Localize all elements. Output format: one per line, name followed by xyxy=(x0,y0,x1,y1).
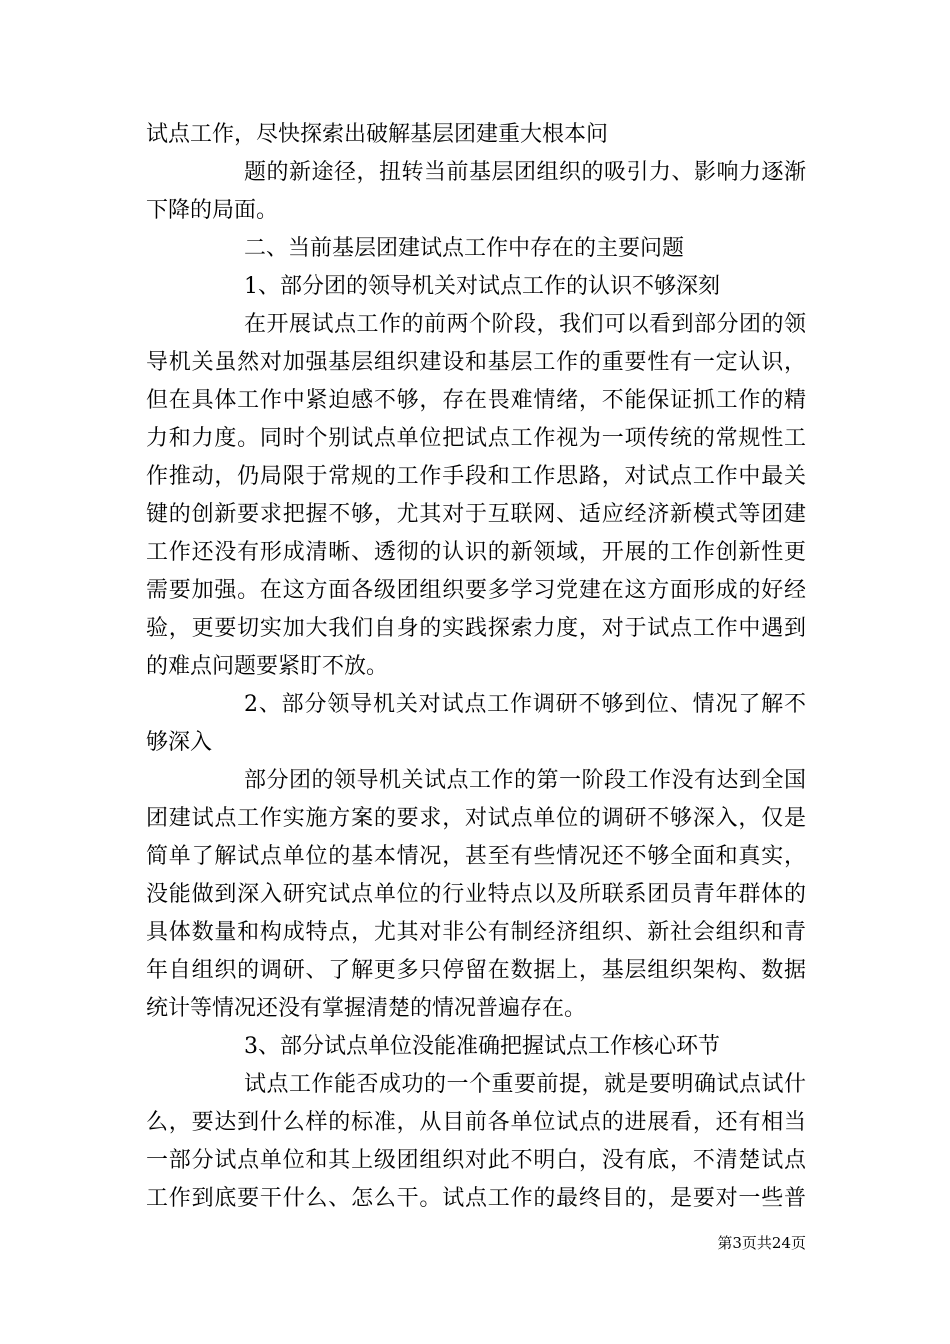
body-line: 下降的局面。 xyxy=(146,198,279,223)
body-line: 工作还没有形成清晰、透彻的认识的新领域，开展的工作创新性更 xyxy=(146,540,806,565)
body-line: 的难点问题要紧盯不放。 xyxy=(146,654,389,679)
body-line: 具体数量和构成特点，尤其对非公有制经济组织、新社会组织和青 xyxy=(146,920,806,945)
body-line: 团建试点工作实施方案的要求，对试点单位的调研不够深入，仅是 xyxy=(146,806,806,831)
body-line: 么，要达到什么样的标准，从目前各单位试点的进展看，还有相当 xyxy=(146,1110,806,1135)
body-line: 键的创新要求把握不够，尤其对于互联网、适应经济新模式等团建 xyxy=(146,502,806,527)
body-line: 需要加强。在这方面各级团组织要多学习党建在这方面形成的好经 xyxy=(146,578,806,603)
body-line: 统计等情况还没有掌握清楚的情况普遍存在。 xyxy=(146,996,587,1021)
section-heading: 二、当前基层团建试点工作中存在的主要问题 xyxy=(244,236,685,261)
body-line: 简单了解试点单位的基本情况，甚至有些情况还不够全面和真实， xyxy=(146,844,806,869)
body-line: 但在具体工作中紧迫感不够，存在畏难情绪，不能保证抓工作的精 xyxy=(146,388,806,413)
body-line: 工作到底要干什么、怎么干。试点工作的最终目的，是要对一些普 xyxy=(146,1186,806,1211)
body-line: 一部分试点单位和其上级团组织对此不明白，没有底，不清楚试点 xyxy=(146,1148,806,1173)
body-line: 题的新途径，扭转当前基层团组织的吸引力、影响力逐渐 xyxy=(244,160,806,185)
body-line: 在开展试点工作的前两个阶段，我们可以看到部分团的领 xyxy=(244,312,806,337)
body-line: 试点工作，尽快探索出破解基层团建重大根本问 xyxy=(146,122,609,147)
body-line: 导机关虽然对加强基层组织建设和基层工作的重要性有一定认识， xyxy=(146,350,806,375)
subsection-heading: 1、部分团的领导机关对试点工作的认识不够深刻 xyxy=(244,274,720,299)
body-line: 验，更要切实加大我们自身的实践探索力度，对于试点工作中遇到 xyxy=(146,616,806,641)
body-line: 年自组织的调研、了解更多只停留在数据上，基层组织架构、数据 xyxy=(146,958,806,983)
body-line: 作推动，仍局限于常规的工作手段和工作思路，对试点工作中最关 xyxy=(146,464,806,489)
subsection-heading: 3、部分试点单位没能准确把握试点工作核心环节 xyxy=(244,1034,720,1059)
body-line: 力和力度。同时个别试点单位把试点工作视为一项传统的常规性工 xyxy=(146,426,806,451)
subsection-heading: 2、部分领导机关对试点工作调研不够到位、情况了解不 xyxy=(244,692,806,717)
page-footer: 第3页共24页 xyxy=(717,1234,806,1252)
subsection-heading: 够深入 xyxy=(146,730,213,755)
body-line: 试点工作能否成功的一个重要前提，就是要明确试点试什 xyxy=(244,1072,806,1097)
body-line: 部分团的领导机关试点工作的第一阶段工作没有达到全国 xyxy=(244,768,806,793)
body-line: 没能做到深入研究试点单位的行业特点以及所联系团员青年群体的 xyxy=(146,882,806,907)
